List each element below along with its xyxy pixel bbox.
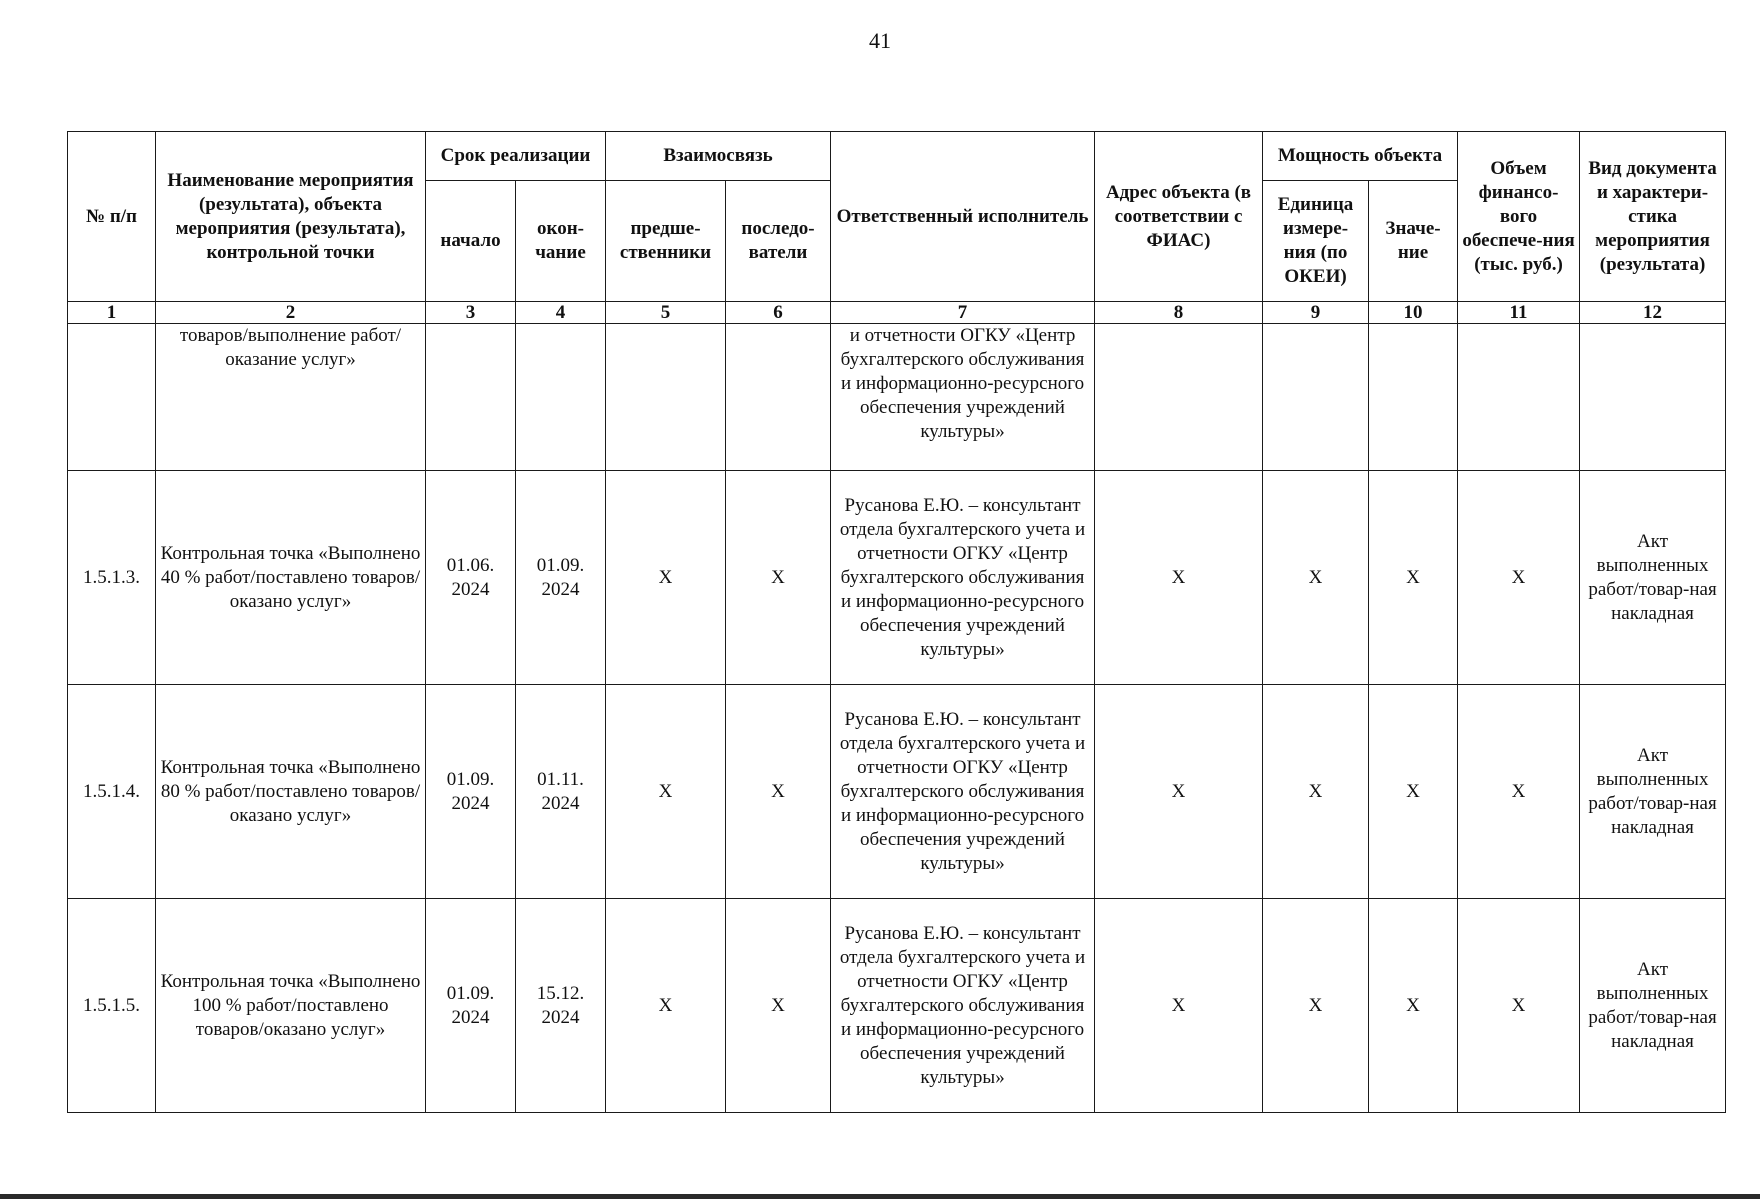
header-doc: Вид документа и характери-стика мероприятия (результата) <box>1580 132 1726 302</box>
cell-responsible: Русанова Е.Ю. – консультант отдела бухгалтерского учета и отчетности ОГКУ «Центр бухгалтерского обслуживания и информационно-ресурсного обеспечения учреждений культуры» <box>831 471 1095 685</box>
header-term: Срок реализации <box>426 132 606 181</box>
header-capacity: Мощность объекта <box>1263 132 1458 181</box>
column-number: 7 <box>831 302 1095 324</box>
column-number: 8 <box>1095 302 1263 324</box>
cell-end: 01.11. 2024 <box>516 685 606 899</box>
cell-start <box>426 324 516 471</box>
cell-name: товаров/выполнение работ/оказание услуг» <box>156 324 426 471</box>
cell-next: Х <box>726 685 831 899</box>
header-address: Адрес объекта (в соответствии с ФИАС) <box>1095 132 1263 302</box>
column-number: 10 <box>1369 302 1458 324</box>
cell-address: Х <box>1095 471 1263 685</box>
cell-start: 01.06. 2024 <box>426 471 516 685</box>
table-row <box>68 899 1726 1113</box>
cell-doc: Акт выполненных работ/товар-ная накладная <box>1580 685 1726 899</box>
cell-end: 15.12. 2024 <box>516 899 606 1113</box>
column-number: 4 <box>516 302 606 324</box>
header-term-start: начало <box>426 181 516 302</box>
cell-unit <box>1263 324 1369 471</box>
header-term-end: окон-чание <box>516 181 606 302</box>
header-name: Наименование мероприятия (результата), объекта мероприятия (результата), контрольной точки <box>156 132 426 302</box>
column-number: 6 <box>726 302 831 324</box>
column-number: 3 <box>426 302 516 324</box>
cell-value: Х <box>1369 471 1458 685</box>
continuation-row <box>68 324 1726 471</box>
cell-num: 1.5.1.5. <box>68 899 156 1113</box>
cell-num: 1.5.1.4. <box>68 685 156 899</box>
cell-name: Контрольная точка «Выполнено 100 % работ/поставлено товаров/оказано услуг» <box>156 899 426 1113</box>
cell-name: Контрольная точка «Выполнено 80 % работ/поставлено товаров/оказано услуг» <box>156 685 426 899</box>
cell-unit: Х <box>1263 471 1369 685</box>
cell-finance: Х <box>1458 899 1580 1113</box>
cell-prev <box>606 324 726 471</box>
plan-table <box>67 131 1726 1113</box>
cell-doc <box>1580 324 1726 471</box>
cell-name: Контрольная точка «Выполнено 40 % работ/поставлено товаров/оказано услуг» <box>156 471 426 685</box>
cell-responsible: Русанова Е.Ю. – консультант отдела бухгалтерского учета и отчетности ОГКУ «Центр бухгалтерского обслуживания и информационно-ресурсного обеспечения учреждений культуры» <box>831 899 1095 1113</box>
cell-num <box>68 324 156 471</box>
page-number: 41 <box>869 28 891 53</box>
cell-finance: Х <box>1458 471 1580 685</box>
header-link-prev: предше-ственники <box>606 181 726 302</box>
cell-responsible: и отчетности ОГКУ «Центр бухгалтерского обслуживания и информационно-ресурсного обеспечения учреждений культуры» <box>831 324 1095 471</box>
column-number: 2 <box>156 302 426 324</box>
header-responsible: Ответственный исполнитель <box>831 132 1095 302</box>
cell-value: Х <box>1369 899 1458 1113</box>
header-finance: Объем финансо-вого обеспече-ния (тыс. руб.) <box>1458 132 1580 302</box>
cell-next: Х <box>726 899 831 1113</box>
header-unit: Единица измере-ния (по ОКЕИ) <box>1263 181 1369 302</box>
cell-address: Х <box>1095 899 1263 1113</box>
cell-unit: Х <box>1263 685 1369 899</box>
table-row <box>68 685 1726 899</box>
column-number: 1 <box>68 302 156 324</box>
cell-responsible: Русанова Е.Ю. – консультант отдела бухгалтерского учета и отчетности ОГКУ «Центр бухгалтерского обслуживания и информационно-ресурсного обеспечения учреждений культуры» <box>831 685 1095 899</box>
cell-start: 01.09. 2024 <box>426 685 516 899</box>
cell-next: Х <box>726 471 831 685</box>
column-number: 12 <box>1580 302 1726 324</box>
header-num: № п/п <box>68 132 156 302</box>
cell-next <box>726 324 831 471</box>
cell-value <box>1369 324 1458 471</box>
cell-prev: Х <box>606 685 726 899</box>
cell-address: Х <box>1095 685 1263 899</box>
cell-start: 01.09. 2024 <box>426 899 516 1113</box>
header-link: Взаимосвязь <box>606 132 831 181</box>
cell-doc: Акт выполненных работ/товар-ная накладная <box>1580 899 1726 1113</box>
cell-prev: Х <box>606 899 726 1113</box>
column-number: 9 <box>1263 302 1369 324</box>
cell-prev: Х <box>606 471 726 685</box>
table-row <box>68 471 1726 685</box>
cell-num: 1.5.1.3. <box>68 471 156 685</box>
header-value: Значе-ние <box>1369 181 1458 302</box>
cell-unit: Х <box>1263 899 1369 1113</box>
column-number-row <box>68 302 1726 324</box>
cell-address <box>1095 324 1263 471</box>
header-row <box>68 132 1726 181</box>
column-number: 11 <box>1458 302 1580 324</box>
cell-end <box>516 324 606 471</box>
cell-end: 01.09. 2024 <box>516 471 606 685</box>
column-number: 5 <box>606 302 726 324</box>
cell-value: Х <box>1369 685 1458 899</box>
cell-doc: Акт выполненных работ/товар-ная накладная <box>1580 471 1726 685</box>
scan-edge-line <box>0 1194 1760 1199</box>
cell-finance: Х <box>1458 685 1580 899</box>
cell-finance <box>1458 324 1580 471</box>
header-link-next: последо-ватели <box>726 181 831 302</box>
